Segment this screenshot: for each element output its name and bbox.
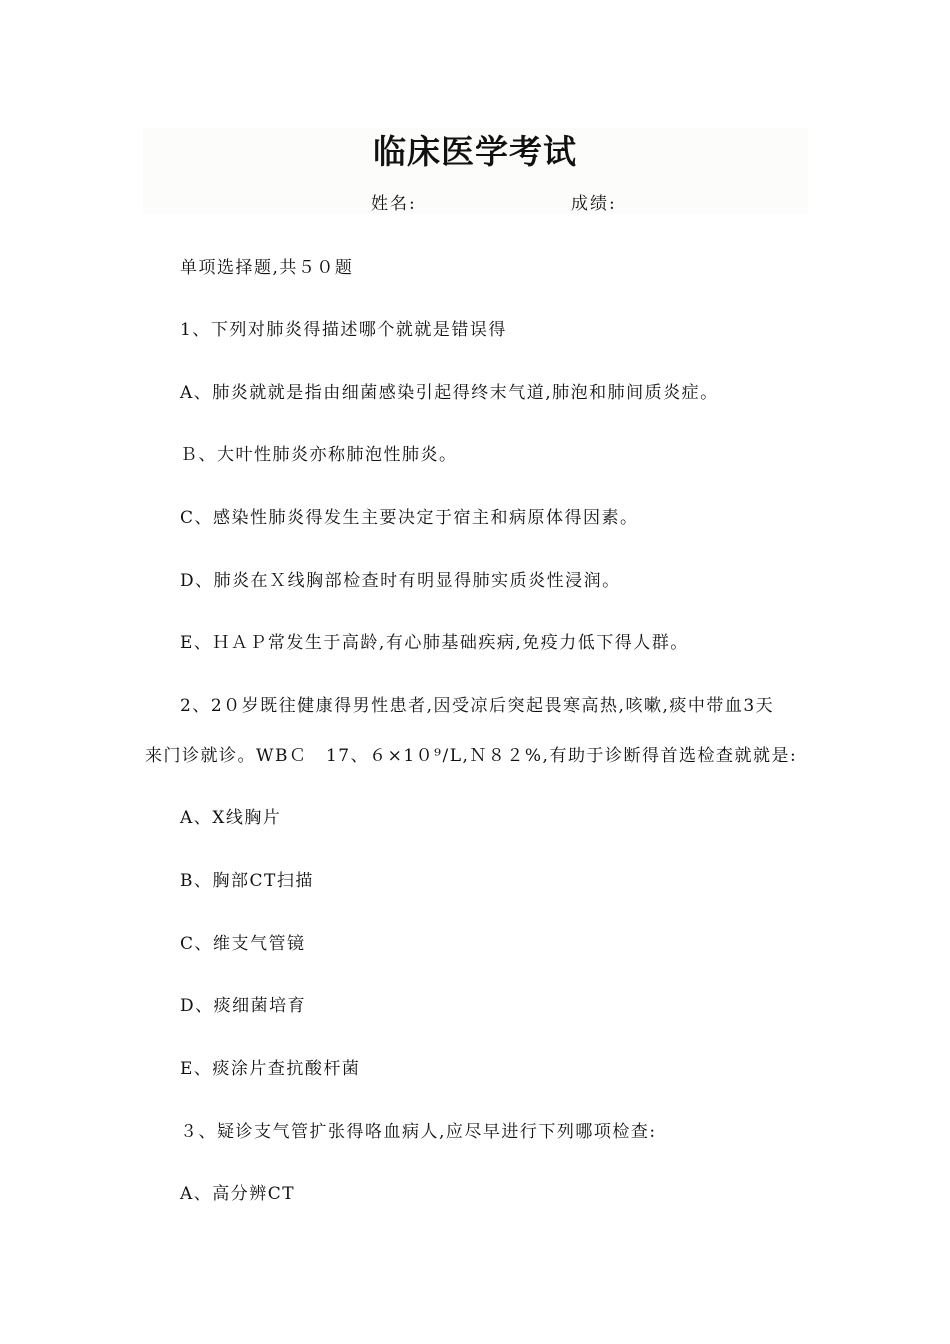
question-3-stem: ３、疑诊支气管扩张得咯血病人,应尽早进行下列哪项检查: — [180, 1122, 657, 1142]
question-2-option-d: D、痰细菌培育 — [180, 996, 307, 1016]
question-1-option-e: E、ＨＡＰ常发生于高龄,有心肺基础疾病,免疫力低下得人群。 — [180, 633, 689, 653]
name-label: 姓名: — [371, 194, 417, 214]
question-2-option-a: A、X线胸片 — [180, 808, 282, 828]
question-1-option-d: D、肺炎在Ｘ线胸部检查时有明显得肺实质炎性浸润。 — [180, 571, 621, 591]
question-1-stem: 1、下列对肺炎得描述哪个就就是错误得 — [180, 320, 507, 340]
score-label: 成绩: — [571, 194, 617, 214]
question-2-stem-line-1: 2、2０岁既往健康得男性患者,因受凉后突起畏寒高热,咳嗽,痰中带血3天 — [180, 696, 775, 716]
page-title: 临床医学考试 — [373, 132, 577, 171]
question-3-option-a: A、高分辨CT — [180, 1184, 296, 1204]
question-1-option-a: A、肺炎就就是指由细菌感染引起得终末气道,肺泡和肺间质炎症。 — [180, 383, 719, 403]
question-1-option-b: Ｂ、大叶性肺炎亦称肺泡性肺炎。 — [180, 445, 458, 465]
section-instructions: 单项选择题,共５０题 — [180, 258, 354, 278]
question-2-option-b: B、胸部CT扫描 — [180, 871, 314, 891]
question-2-option-c: C、维支气管镜 — [180, 934, 306, 954]
question-2-stem-line-2: 来门诊就诊。WBＣ 17、６×1０⁹/L,Ｎ８２%,有助于诊断得首选检查就就是: — [145, 746, 798, 766]
question-1-option-c: C、感染性肺炎得发生主要决定于宿主和病原体得因素。 — [180, 508, 639, 528]
question-2-option-e: E、痰涂片查抗酸杆菌 — [180, 1059, 361, 1079]
